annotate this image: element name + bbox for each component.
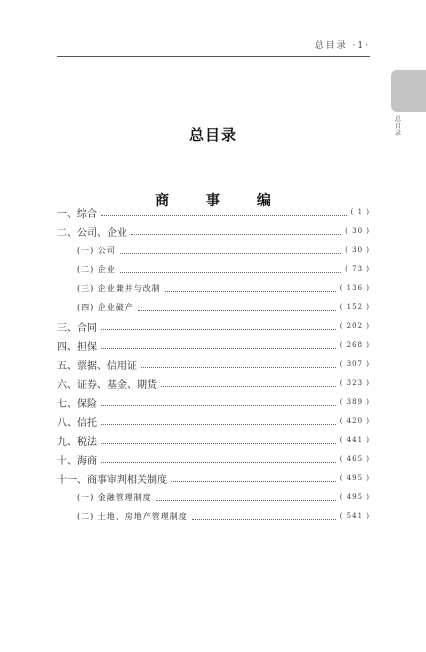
toc-entry-label: 七、保险 (57, 398, 97, 410)
dot-leader (131, 234, 341, 235)
toc-entry (57, 414, 370, 428)
dot-leader (120, 272, 341, 273)
toc-entry-label: 一、综合 (57, 208, 97, 220)
toc-entry-page: ( 441 ) (339, 436, 370, 444)
header-rule (57, 56, 370, 57)
toc-entry-page: ( 389 ) (339, 398, 370, 406)
dot-leader (101, 424, 336, 425)
toc-entry-page: ( 420 ) (339, 417, 370, 425)
toc-entry-page: ( 323 ) (339, 379, 370, 387)
toc-entry-page: ( 495 ) (339, 493, 370, 501)
toc-entry-label: 十一、商事审判相关制度 (57, 474, 167, 486)
toc-entry-page: ( 136 ) (339, 284, 370, 292)
toc-entry-label: 四、担保 (57, 341, 97, 353)
toc-entry (77, 281, 370, 295)
dot-leader (101, 443, 336, 444)
toc-entry-page: ( 73 ) (345, 265, 370, 273)
toc-entry (77, 509, 370, 523)
toc-entry (57, 319, 370, 333)
dot-leader (165, 291, 336, 292)
toc-entry-page: ( 152 ) (339, 303, 370, 311)
toc-entry-label: 五、票据、信用证 (57, 360, 137, 372)
toc-entry (57, 338, 370, 352)
dot-leader (192, 519, 336, 520)
toc-entry-label: 六、证券、基金、期货 (57, 379, 157, 391)
dot-leader (101, 329, 336, 330)
dot-leader (141, 367, 336, 368)
toc-entry-page: ( 30 ) (345, 227, 370, 235)
section-title: 商 事 编 (155, 193, 287, 209)
toc-entry-page: ( 541 ) (339, 512, 370, 520)
dot-leader (171, 481, 336, 482)
dot-leader (156, 500, 336, 501)
toc-entry-page: ( 465 ) (339, 455, 370, 463)
toc-entry-page: ( 268 ) (339, 341, 370, 349)
dot-leader (101, 462, 336, 463)
toc-entry-label: 十、海商 (57, 455, 97, 467)
toc-entry (57, 357, 370, 371)
toc-entry-label: (二) 企业 (77, 264, 116, 274)
dot-leader (101, 215, 347, 216)
toc-entry-page: ( 202 ) (339, 322, 370, 330)
toc-entry (57, 433, 370, 447)
toc-entry (57, 224, 370, 238)
toc-entry (57, 452, 370, 466)
side-tab-label: 总目录 (395, 116, 402, 137)
toc-entry-label: (一) 金融管理制度 (77, 492, 152, 502)
dot-leader (120, 253, 341, 254)
page-title: 总目录 (188, 126, 237, 144)
toc-entry-label: 八、信托 (57, 417, 97, 429)
toc-entry-label: 二、公司、企业 (57, 227, 127, 239)
dot-leader (101, 405, 336, 406)
toc-entry-label: 九、税法 (57, 436, 97, 448)
toc-entry (77, 262, 370, 276)
toc-entry-label: 三、合同 (57, 322, 97, 334)
toc-entry (57, 376, 370, 390)
toc-entry-page: ( 495 ) (339, 474, 370, 482)
toc-entry-page: ( 30 ) (345, 246, 370, 254)
toc-entry (77, 243, 370, 257)
dot-leader (138, 310, 336, 311)
toc-entry-label: (四) 企业破产 (77, 302, 134, 312)
toc-entry-label: (二) 土地、房地产管理制度 (77, 511, 188, 521)
toc-entry (57, 395, 370, 409)
toc-entry-label: (一) 公司 (77, 245, 116, 255)
dot-leader (101, 348, 336, 349)
toc-entry-page: ( 1 ) (350, 208, 370, 216)
toc-entry (57, 471, 370, 485)
toc-entry-label: (三) 企业兼并与改制 (77, 283, 161, 293)
toc-entry (77, 300, 370, 314)
running-head: 总目录 ·1· (314, 41, 370, 51)
dot-leader (161, 386, 336, 387)
toc-entry-page: ( 307 ) (339, 360, 370, 368)
side-thumb-tab (391, 70, 426, 112)
toc-entry (57, 205, 370, 219)
toc-entry (77, 490, 370, 504)
